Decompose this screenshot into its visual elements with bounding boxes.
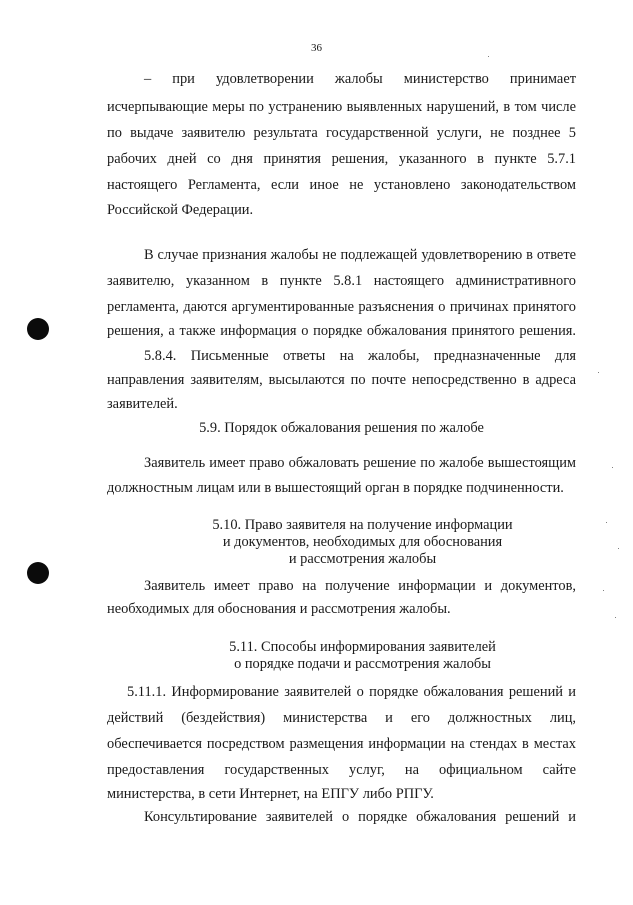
scan-speck bbox=[612, 467, 613, 468]
text-line: регламента, даются аргументированные разъяснения о причинах принятого bbox=[107, 299, 576, 315]
text-line: заявителей. bbox=[107, 396, 178, 412]
section-heading: 5.9. Порядок обжалования решения по жалобе bbox=[199, 420, 484, 436]
scan-speck bbox=[598, 372, 599, 373]
text-line: 5.8.4. Письменные ответы на жалобы, предназначенные для bbox=[144, 348, 576, 364]
text-line: – при удовлетворении жалобы министерство принимает bbox=[144, 71, 576, 87]
section-heading: и рассмотрения жалобы bbox=[288, 551, 437, 567]
text-line: обеспечивается посредством размещения информации на стендах в местах bbox=[107, 736, 576, 752]
page-number: 36 bbox=[311, 42, 322, 54]
section-heading: о порядке подачи и рассмотрения жалобы bbox=[234, 656, 491, 672]
punch-hole-mark bbox=[27, 562, 49, 584]
text-line: исчерпывающие меры по устранению выявленных нарушений, в том числе bbox=[107, 99, 576, 115]
scan-speck bbox=[618, 548, 619, 549]
text-line: настоящего Регламента, если иное не установлено законодательством bbox=[107, 177, 576, 193]
text-line: действий (бездействия) министерства и его должностных лиц, bbox=[107, 710, 576, 726]
text-line: решения, а также информация о порядке обжалования принятого решения. bbox=[107, 323, 576, 339]
text-line: Заявитель имеет право обжаловать решение по жалобе вышестоящим bbox=[144, 455, 576, 471]
punch-hole-mark bbox=[27, 318, 49, 340]
scan-speck bbox=[615, 617, 616, 618]
text-line: Консультирование заявителей о порядке обжалования решений и bbox=[144, 809, 576, 825]
scan-speck bbox=[488, 56, 489, 57]
text-line: направления заявителям, высылаются по почте непосредственно в адреса bbox=[107, 372, 576, 388]
text-line: министерства, в сети Интернет, на ЕПГУ либо РПГУ. bbox=[107, 786, 434, 802]
text-line: рабочих дней со дня принятия решения, указанного в пункте 5.7.1 bbox=[107, 151, 576, 167]
section-heading: 5.10. Право заявителя на получение информации bbox=[212, 517, 513, 533]
text-line: заявителю, указанном в пункте 5.8.1 настоящего административного bbox=[107, 273, 576, 289]
scan-speck bbox=[606, 522, 607, 523]
text-line: по выдаче заявителю результата государственной услуги, не позднее 5 bbox=[107, 125, 576, 141]
section-heading: 5.11. Способы информирования заявителей bbox=[229, 639, 496, 655]
text-line: необходимых для обоснования и рассмотрения жалобы. bbox=[107, 601, 451, 617]
text-line: В случае признания жалобы не подлежащей удовлетворению в ответе bbox=[144, 247, 576, 263]
text-line: Российской Федерации. bbox=[107, 202, 254, 218]
text-line: должностным лицам или в вышестоящий орган в порядке подчиненности. bbox=[107, 480, 564, 496]
text-line: 5.11.1. Информирование заявителей о порядке обжалования решений и bbox=[127, 684, 576, 700]
text-line: Заявитель имеет право на получение информации и документов, bbox=[144, 578, 576, 594]
section-heading: и документов, необходимых для обоснования bbox=[222, 534, 503, 550]
scan-speck bbox=[603, 590, 604, 591]
text-line: предоставления государственных услуг, на официальном сайте bbox=[107, 762, 576, 778]
